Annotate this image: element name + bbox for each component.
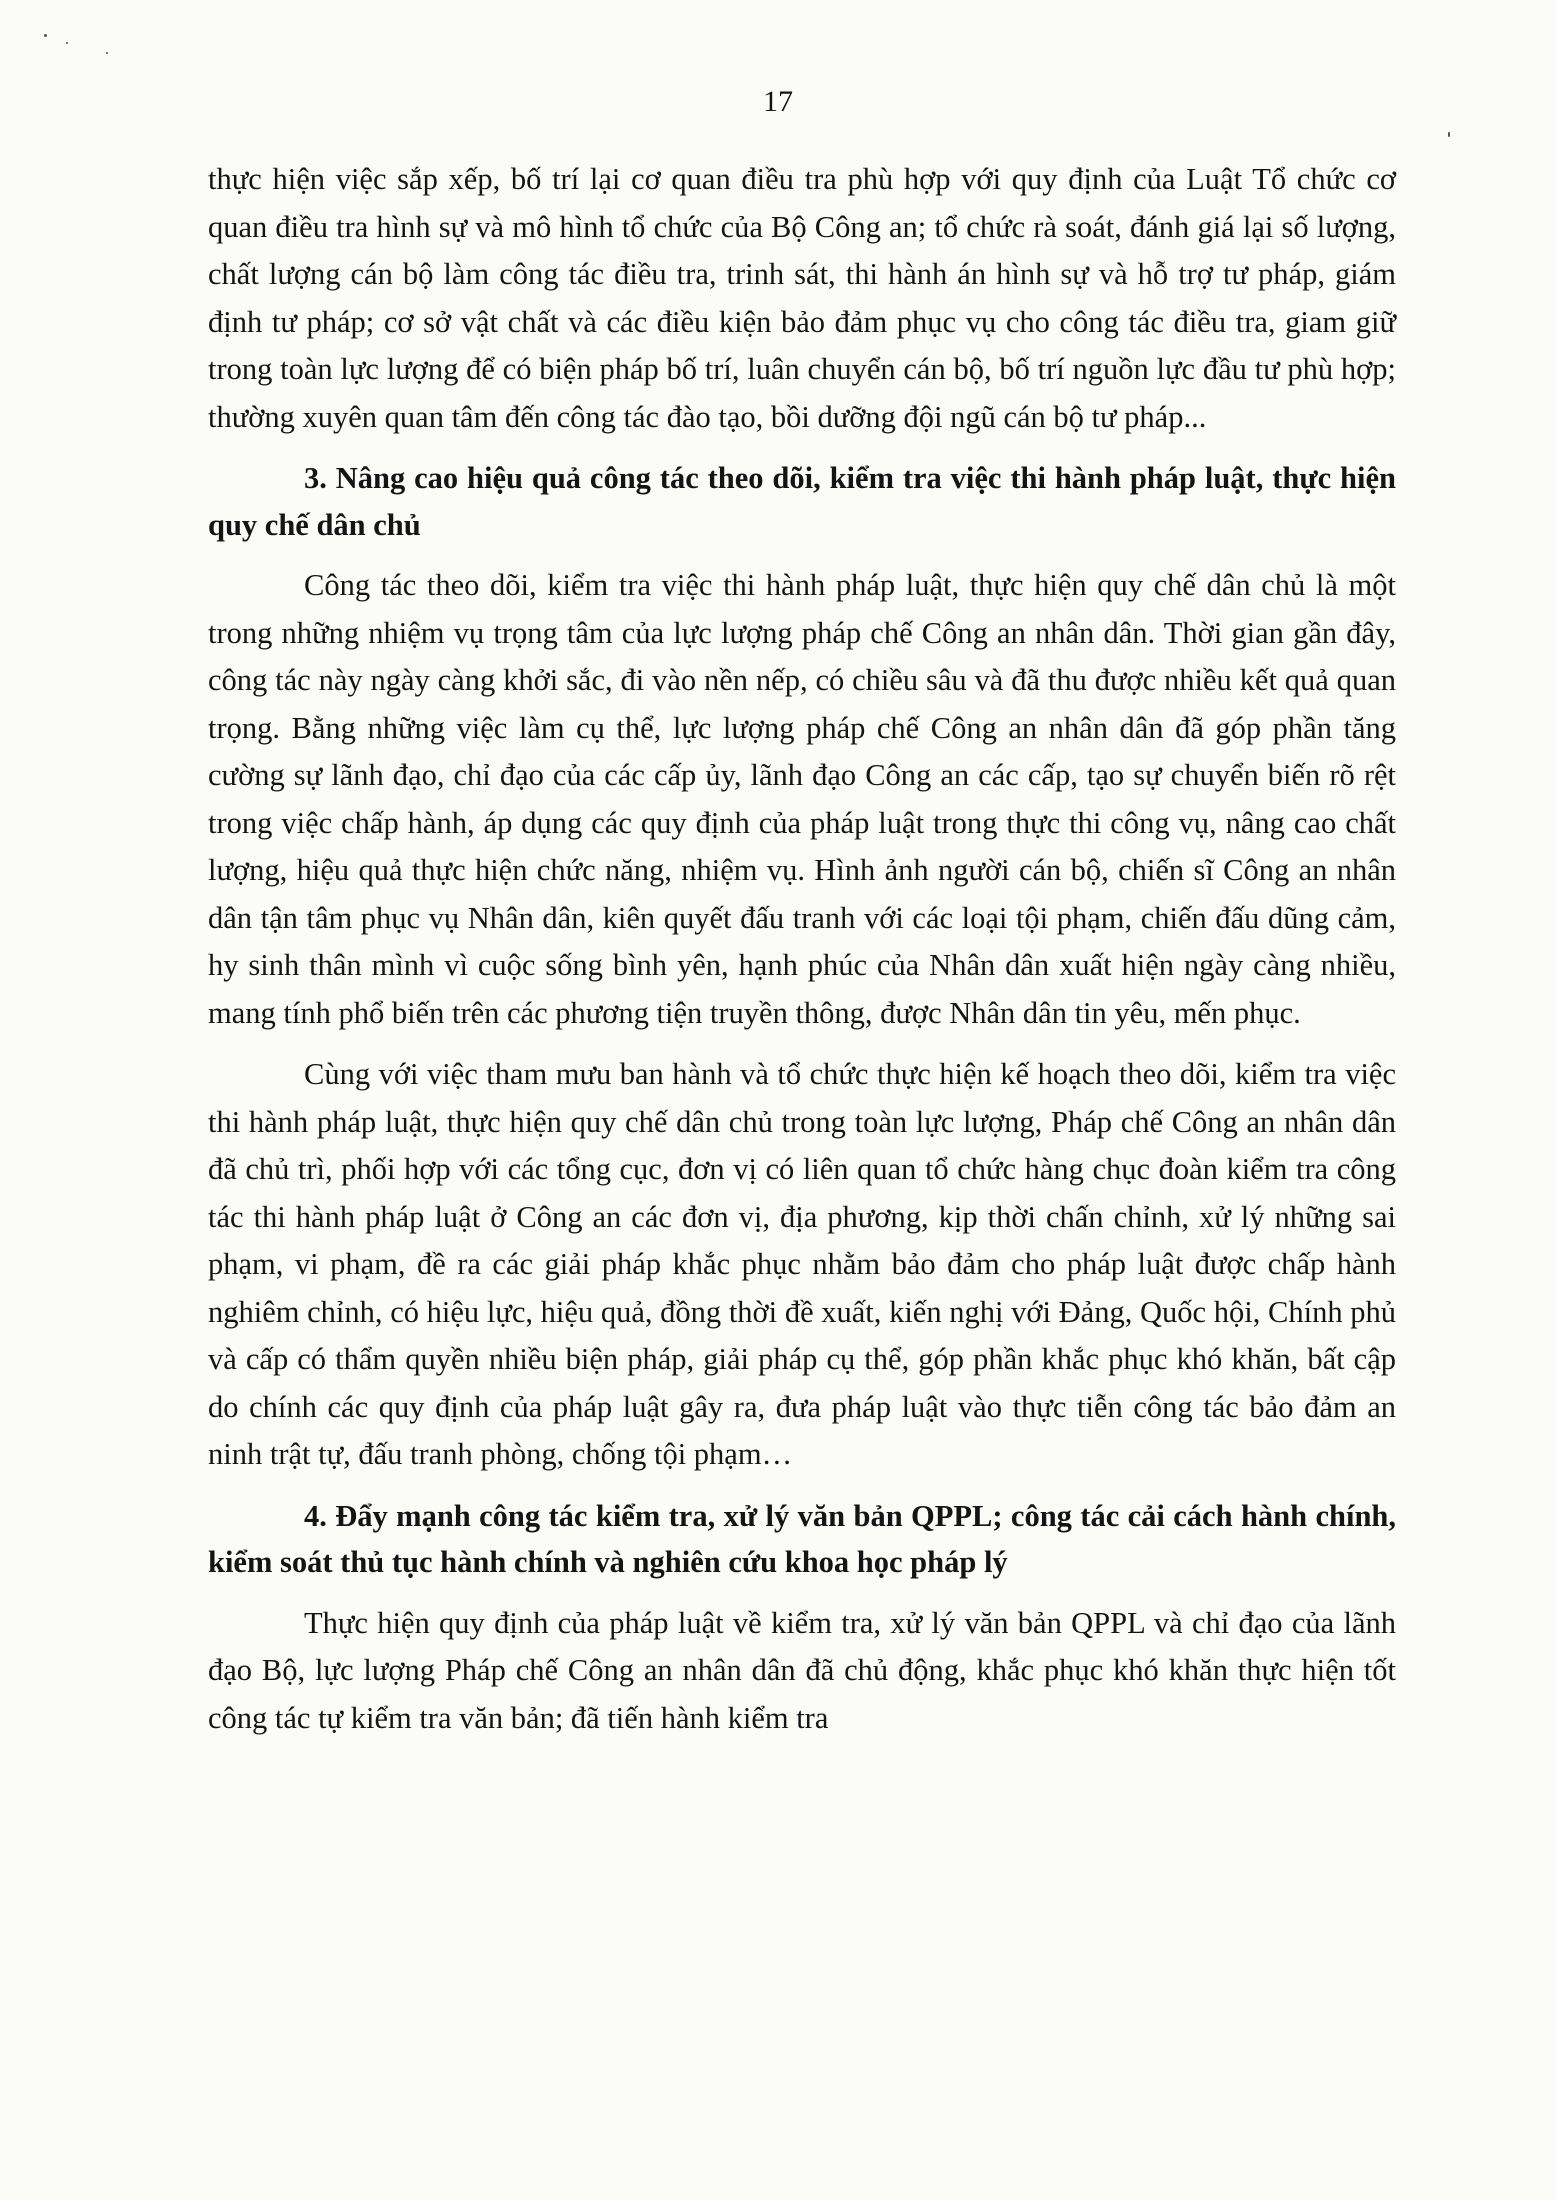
- page-body: [208, 156, 1396, 1742]
- section-heading: 4. Đẩy mạnh công tác kiểm tra, xử lý văn bản QPPL; công tác cải cách hành chính, kiểm soát thủ tục hành chính và nghiên cứu khoa học pháp lý: [208, 1498, 1396, 1579]
- scan-speck: [66, 42, 68, 44]
- body-paragraph: Thực hiện quy định của pháp luật về kiểm tra, xử lý văn bản QPPL và chỉ đạo của lãnh đạo Bộ, lực lượng Pháp chế Công an nhân dân đã chủ động, khắc phục khó khăn thực hiện tốt công tác tự kiểm tra văn bản; đã tiến hành kiểm tra: [208, 1605, 1396, 1735]
- body-paragraph: thực hiện việc sắp xếp, bố trí lại cơ quan điều tra phù hợp với quy định của Luật Tổ chức cơ quan điều tra hình sự và mô hình tổ chức của Bộ Công an; tổ chức rà soát, đánh giá lại số lượng, chất lượng cán bộ làm công tác điều tra, trinh sát, thi hành án hình sự và hỗ trợ tư pháp, giám định tư pháp; cơ sở vật chất và các điều kiện bảo đảm phục vụ cho công tác điều tra, giam giữ trong toàn lực lượng để có biện pháp bố trí, luân chuyển cán bộ, bố trí nguồn lực đầu tư phù hợp; thường xuyên quan tâm đến công tác đào tạo, bồi dưỡng đội ngũ cán bộ tư pháp...: [208, 162, 1396, 434]
- body-paragraph: Công tác theo dõi, kiểm tra việc thi hành pháp luật, thực hiện quy chế dân chủ là một trong những nhiệm vụ trọng tâm của lực lượng pháp chế Công an nhân dân. Thời gian gần đây, công tác này ngày càng khởi sắc, đi vào nền nếp, có chiều sâu và đã thu được nhiều kết quả quan trọng. Bằng những việc làm cụ thể, lực lượng pháp chế Công an nhân dân đã góp phần tăng cường sự lãnh đạo, chỉ đạo của các cấp ủy, lãnh đạo Công an các cấp, tạo sự chuyển biến rõ rệt trong việc chấp hành, áp dụng các quy định của pháp luật trong thực thi công vụ, nâng cao chất lượng, hiệu quả thực hiện chức năng, nhiệm vụ. Hình ảnh người cán bộ, chiến sĩ Công an nhân dân tận tâm phục vụ Nhân dân, kiên quyết đấu tranh với các loại tội phạm, chiến đấu dũng cảm, hy sinh thân mình vì cuộc sống bình yên, hạnh phúc của Nhân dân xuất hiện ngày càng nhiều, mang tính phổ biến trên các phương tiện truyền thông, được Nhân dân tin yêu, mến phục.: [208, 568, 1396, 1030]
- scan-speck: [44, 34, 47, 37]
- body-paragraph: Cùng với việc tham mưu ban hành và tổ chức thực hiện kế hoạch theo dõi, kiểm tra việc thi hành pháp luật, thực hiện quy chế dân chủ trong toàn lực lượng, Pháp chế Công an nhân dân đã chủ trì, phối hợp với các tổng cục, đơn vị có liên quan tổ chức hàng chục đoàn kiểm tra công tác thi hành pháp luật ở Công an các đơn vị, địa phương, kịp thời chấn chỉnh, xử lý những sai phạm, vi phạm, đề ra các giải pháp khắc phục nhằm bảo đảm cho pháp luật được chấp hành nghiêm chỉnh, có hiệu lực, hiệu quả, đồng thời đề xuất, kiến nghị với Đảng, Quốc hội, Chính phủ và cấp có thẩm quyền nhiều biện pháp, giải pháp cụ thể, góp phần khắc phục khó khăn, bất cập do chính các quy định của pháp luật gây ra, đưa pháp luật vào thực tiễn công tác bảo đảm an ninh trật tự, đấu tranh phòng, chống tội phạm…: [208, 1057, 1396, 1471]
- scan-speck: [1448, 132, 1450, 137]
- scan-speck: [106, 52, 108, 54]
- section-heading: 3. Nâng cao hiệu quả công tác theo dõi, kiểm tra việc thi hành pháp luật, thực hiện quy chế dân chủ: [208, 461, 1396, 542]
- page-number: 17: [763, 85, 793, 118]
